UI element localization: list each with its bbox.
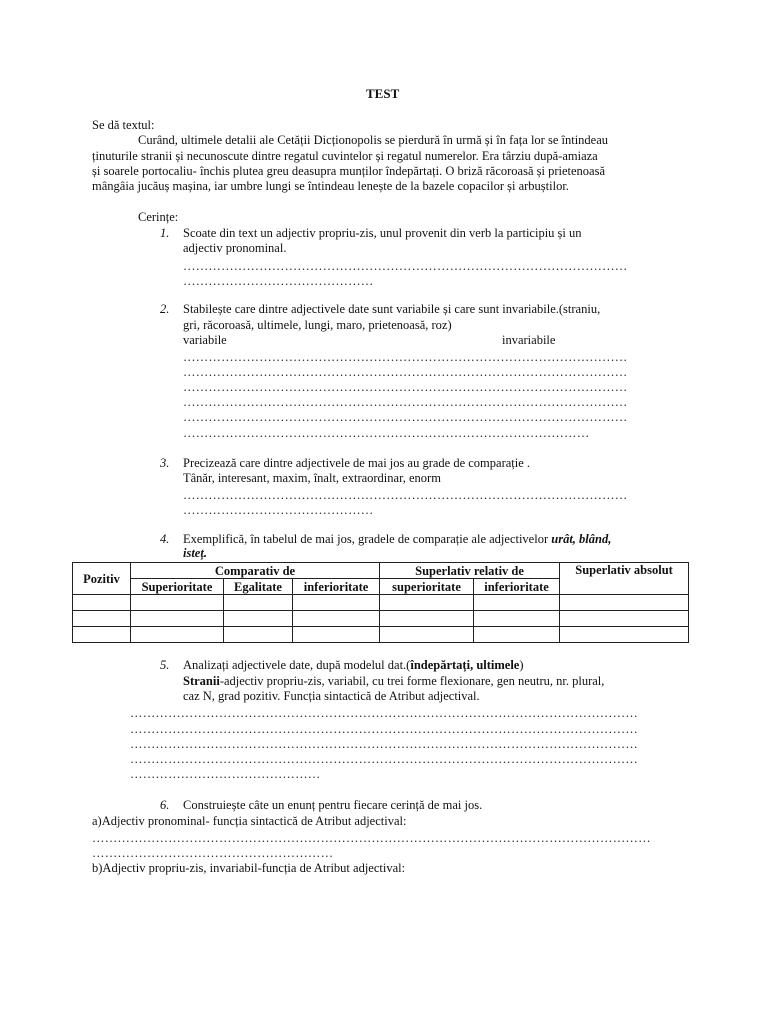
emphasized-adjectives: îndepărtați, ultimele <box>410 658 520 672</box>
passage-line: și soarele portocaliu- închis plutea greu deasupra munților îndepărtați. O briză răcoroasă și prietenoasă <box>92 164 606 178</box>
column-label-variable: variabile <box>183 333 227 347</box>
table-row <box>73 595 689 611</box>
answer-dots[interactable]: ……………………………………… <box>183 274 374 288</box>
question-text-plain: Exemplifică, în tabelul de mai jos, gradele de comparație ale adjectivelor <box>183 532 552 546</box>
subtask-a: a)Adjectiv pronominal- funcția sintactică de Atribut adjectival: <box>92 814 407 828</box>
table-cell[interactable] <box>293 611 380 627</box>
table-cell[interactable] <box>224 627 293 643</box>
question-text: Stabilește care dintre adjectivele date sunt variabile și care sunt invariabile.(straniu, <box>183 302 601 316</box>
table-cell[interactable] <box>380 627 474 643</box>
question-number: 5. <box>160 658 170 672</box>
subheader-inferioritate: inferioritate <box>474 579 560 595</box>
model-description: -adjectiv propriu-zis, variabil, cu trei forme flexionare, gen neutru, nr. plural, <box>219 674 605 688</box>
header-comparativ: Comparativ de <box>131 563 380 579</box>
question-text-plain: Analizați adjectivele date, după modelul dat.( <box>183 658 411 672</box>
question-text: Construiește câte un enunț pentru fiecare cerință de mai jos. <box>183 798 483 812</box>
answer-dots[interactable]: …………………………………………………………………………………………… <box>183 395 628 409</box>
column-label-invariable: invariabile <box>502 333 556 347</box>
answer-dots[interactable]: ……………………………………… <box>183 503 374 517</box>
subheader-inferioritate: inferioritate <box>293 579 380 595</box>
answer-dots[interactable]: ………………………………………………………………………………………………………… <box>130 706 638 720</box>
answer-dots[interactable]: …………………………………………………………………………………………… <box>183 488 628 502</box>
table-cell[interactable] <box>224 611 293 627</box>
answer-dots[interactable]: …………………………………………………………………………………………… <box>183 259 628 273</box>
intro-label: Se dă textul: <box>92 118 155 132</box>
question-text <box>183 658 524 674</box>
subheader-egalitate: Egalitate <box>224 579 293 595</box>
header-superlativ-relativ: Superlativ relativ de <box>380 563 560 579</box>
question-number: 1. <box>160 226 170 240</box>
subtask-b: b)Adjectiv propriu-zis, invariabil-funcția de Atribut adjectival: <box>92 861 406 875</box>
header-pozitiv: Pozitiv <box>73 563 131 595</box>
table-cell[interactable] <box>131 595 224 611</box>
passage-line: mângâia jucăuș mașina, iar umbre lungi se întindeau lenește de la bazele copacilor și arbuștilor. <box>92 179 569 193</box>
question-number: 3. <box>160 456 170 470</box>
question-text: gri, răcoroasă, ultimele, lungi, maro, prietenoasă, roz) <box>183 318 452 332</box>
question-text: adjectiv pronominal. <box>183 241 287 255</box>
answer-dots[interactable]: ………………………………………………………………………………………………………… <box>130 722 638 736</box>
answer-dots[interactable]: …………………………………………………………………………………………… <box>183 365 628 379</box>
answer-dots[interactable]: …………………………………………………………………………………………………………………… <box>92 831 651 845</box>
question-text-plain: ) <box>519 658 524 672</box>
table-cell[interactable] <box>560 627 689 643</box>
model-line <box>183 674 604 690</box>
table-cell[interactable] <box>73 611 131 627</box>
subheader-superioritate: superioritate <box>380 579 474 595</box>
table-row <box>73 611 689 627</box>
table-cell[interactable] <box>474 627 560 643</box>
answer-dots[interactable]: ………………………………………………………………………………………………………… <box>130 752 638 766</box>
passage-line: Curând, ultimele detalii ale Cetății Dicționopolis se pierdură în urmă și în fața lor se întindeau <box>138 133 609 147</box>
passage-line: ținuturile stranii și necunoscute dintre regatul cuvintelor și regatul numerelor. Era târziu după-amiaza <box>92 149 598 163</box>
model-word: Stranii <box>183 674 220 688</box>
answer-dots[interactable]: ………………………………………………………………………………………………………… <box>130 737 638 751</box>
question-text: Precizează care dintre adjectivele de mai jos au grade de comparație . <box>183 456 531 470</box>
comparison-table <box>72 562 689 643</box>
answer-dots[interactable]: …………………………………………………………………………………………… <box>183 350 628 364</box>
table-cell[interactable] <box>380 611 474 627</box>
table-cell[interactable] <box>293 627 380 643</box>
answer-dots[interactable]: …………………………………………………………………………………… <box>183 426 590 440</box>
table-cell[interactable] <box>73 595 131 611</box>
table-cell[interactable] <box>380 595 474 611</box>
question-number: 4. <box>160 532 170 546</box>
answer-dots[interactable]: …………………………………………………………………………………………… <box>183 410 628 424</box>
header-superlativ-absolut: Superlativ absolut <box>560 563 689 595</box>
answer-dots[interactable]: ………………………………………………… <box>92 846 334 860</box>
subheader-superioritate: Superioritate <box>131 579 224 595</box>
table-cell[interactable] <box>474 611 560 627</box>
table-cell[interactable] <box>131 611 224 627</box>
table-cell[interactable] <box>131 627 224 643</box>
model-line: caz N, grad pozitiv. Funcția sintactică de Atribut adjectival. <box>183 689 480 703</box>
page-title: TEST <box>366 86 400 101</box>
table-cell[interactable] <box>73 627 131 643</box>
emphasized-adjectives: urât, blând, <box>551 532 612 546</box>
question-text <box>183 532 611 548</box>
requirements-label: Cerințe: <box>138 210 179 224</box>
table-cell[interactable] <box>474 595 560 611</box>
table-row <box>73 627 689 643</box>
question-number: 6. <box>160 798 170 812</box>
question-text: Tânăr, interesant, maxim, înalt, extraordinar, enorm <box>183 471 441 485</box>
question-number: 2. <box>160 302 170 316</box>
question-text: Scoate din text un adjectiv propriu-zis, unul provenit din verb la participiu și un <box>183 226 582 240</box>
answer-dots[interactable]: …………………………………………………………………………………………… <box>183 380 628 394</box>
answer-dots[interactable]: ……………………………………… <box>130 767 321 781</box>
emphasized-adjectives: isteț. <box>183 546 207 560</box>
table-cell[interactable] <box>293 595 380 611</box>
table-cell[interactable] <box>560 611 689 627</box>
table-cell[interactable] <box>224 595 293 611</box>
table-cell[interactable] <box>560 595 689 611</box>
